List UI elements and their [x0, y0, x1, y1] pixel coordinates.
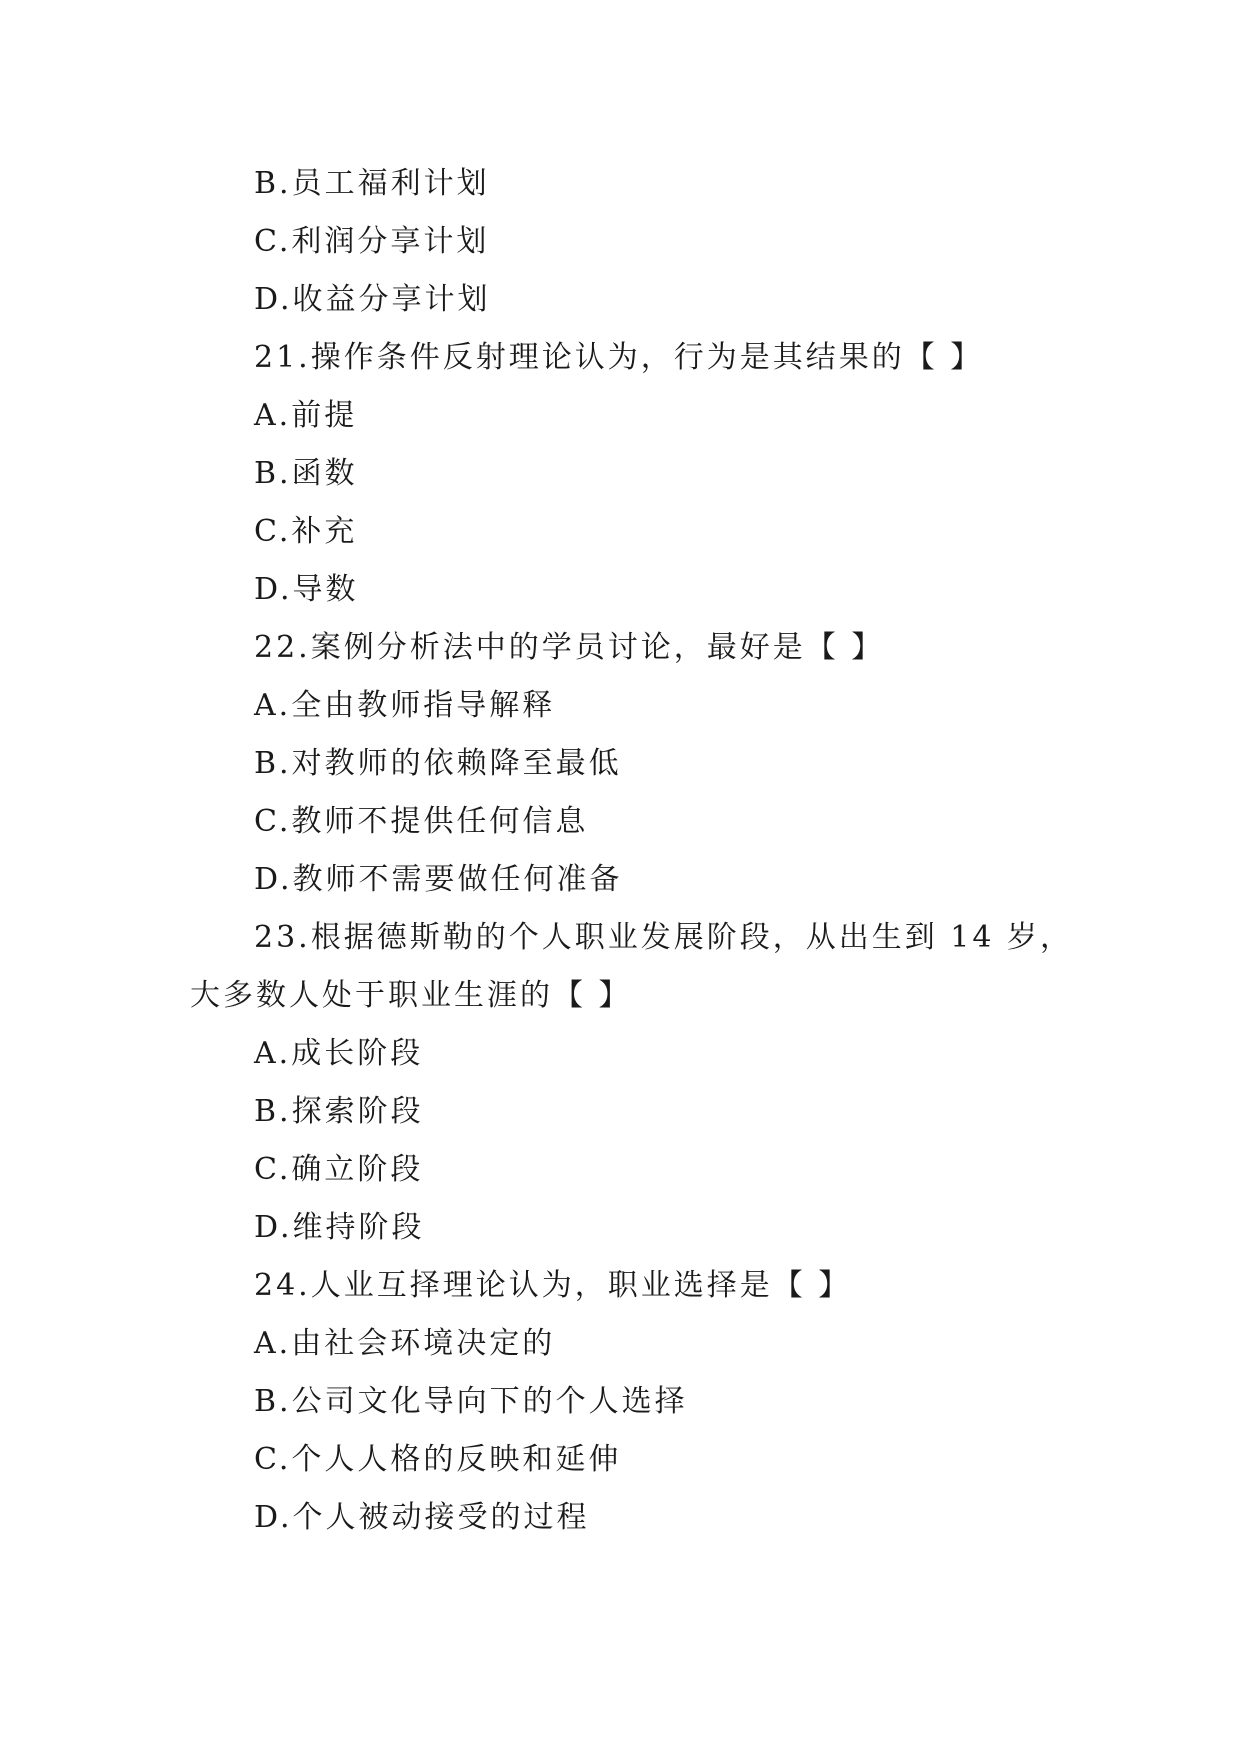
question-23-stem: 23.根据德斯勒的个人职业发展阶段，从出生到 14 岁， [254, 920, 1073, 955]
question-24-option-d: D.个人被动接受的过程 [254, 1500, 590, 1535]
question-22-option-d: D.教师不需要做任何准备 [254, 862, 623, 897]
question-21-option-d: D.导数 [254, 572, 359, 607]
prev-option-c: C.利润分享计划 [254, 224, 490, 259]
prev-option-b: B.员工福利计划 [254, 166, 490, 201]
question-24-stem: 24.人业互择理论认为，职业选择是【 】 [254, 1268, 852, 1303]
question-24-option-b: B.公司文化导向下的个人选择 [254, 1384, 688, 1419]
question-23-option-a: A.成长阶段 [254, 1036, 424, 1071]
question-23-option-d: D.维持阶段 [254, 1210, 425, 1245]
question-21-option-c: C.补充 [254, 514, 358, 549]
question-21-stem: 21.操作条件反射理论认为，行为是其结果的【 】 [254, 340, 984, 375]
question-21-option-b: B.函数 [254, 456, 358, 491]
question-23-option-b: B.探索阶段 [254, 1094, 424, 1129]
question-23-option-c: C.确立阶段 [254, 1152, 424, 1187]
question-22-option-b: B.对教师的依赖降至最低 [254, 746, 622, 781]
question-21-option-a: A.前提 [254, 398, 358, 433]
prev-option-d: D.收益分享计划 [254, 282, 491, 317]
question-23-stem-continuation: 大多数人处于职业生涯的【 】 [190, 978, 632, 1013]
question-22-stem: 22.案例分析法中的学员讨论，最好是【 】 [254, 630, 885, 665]
question-22-option-a: A.全由教师指导解释 [254, 688, 556, 723]
question-24-option-a: A.由社会环境决定的 [254, 1326, 556, 1361]
question-24-option-c: C.个人人格的反映和延伸 [254, 1442, 622, 1477]
question-22-option-c: C.教师不提供任何信息 [254, 804, 589, 839]
